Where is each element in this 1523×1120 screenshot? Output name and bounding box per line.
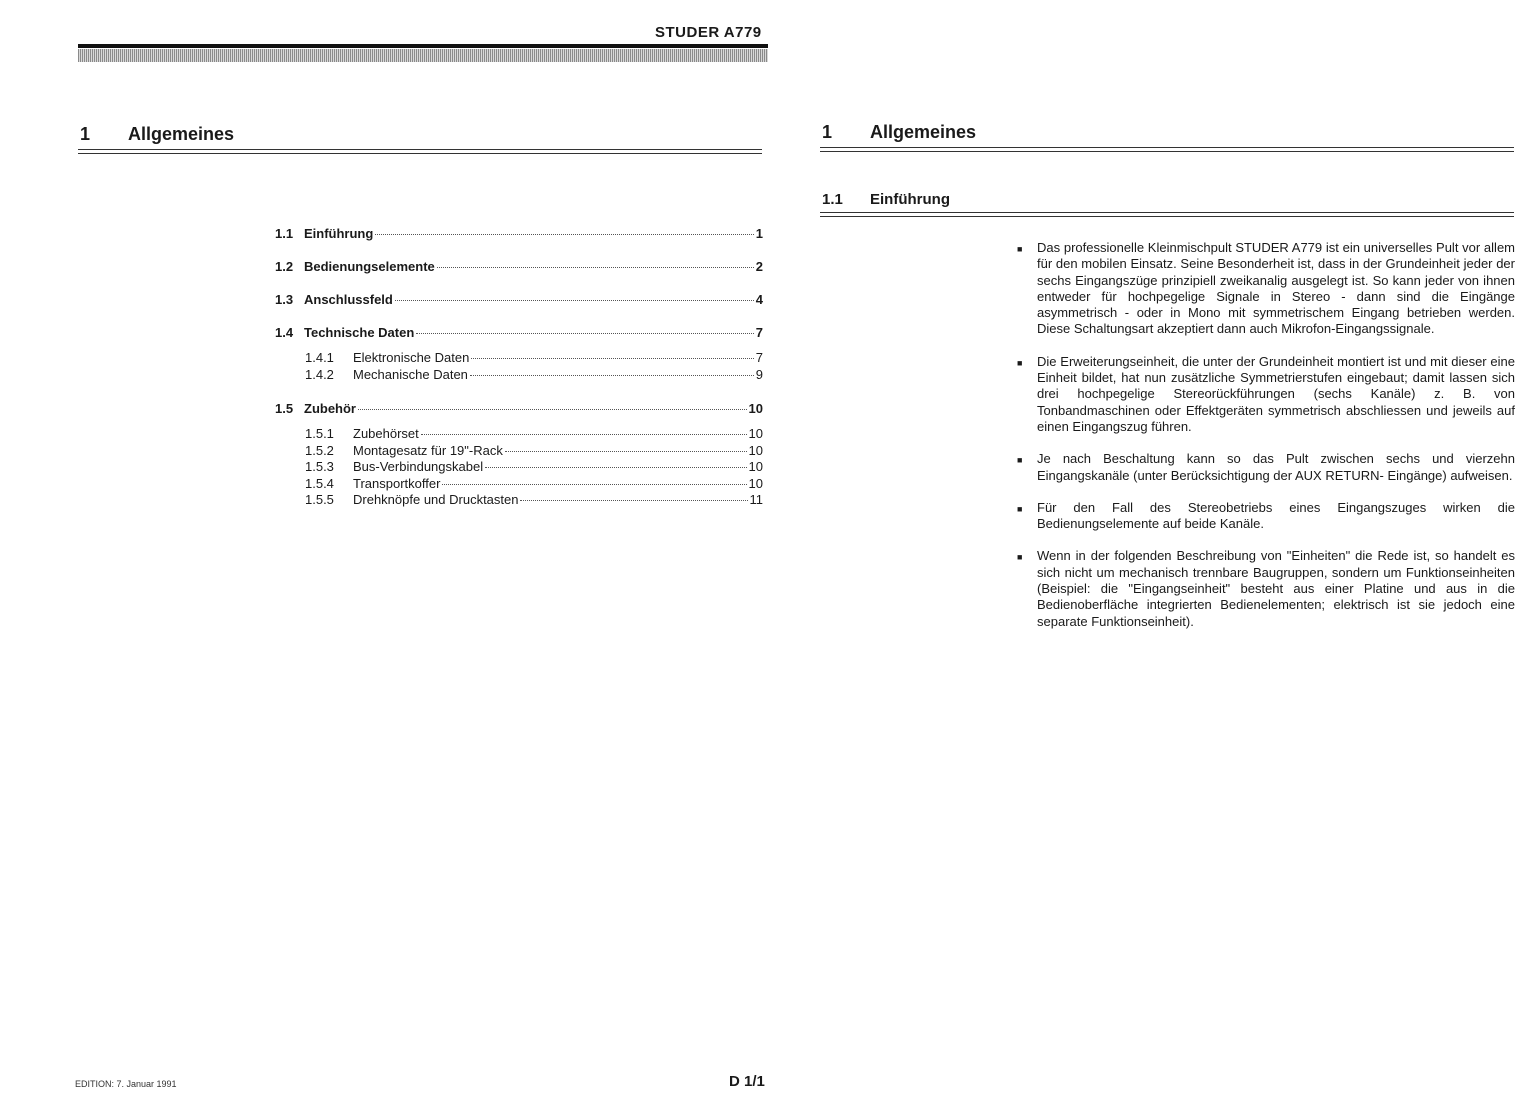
bullet-text: Wenn in der folgenden Beschreibung von "Einheiten" die Rede ist, so handelt es sich nicht um mechanisch trennbare Baugruppen, sondern um Funktionseinheiten (Beispiel: die "Eingangseinheit" besteht aus einer Platine und aus in die Bedienoberfläche integrierten Bedienelementen; elektrisch ist sie jedoch eine separate Funktionseinheit). xyxy=(1037,548,1515,629)
section-heading xyxy=(822,191,950,208)
section-title: Einführung xyxy=(870,191,950,208)
bullet-icon: ■ xyxy=(1017,455,1023,466)
toc-entry-1-5-3[interactable] xyxy=(305,459,763,476)
toc-entry-1-4-1[interactable] xyxy=(305,350,763,367)
toc-entry-1-2[interactable] xyxy=(275,259,763,274)
toc-label: Einführung xyxy=(304,226,374,241)
toc-leader xyxy=(375,234,753,235)
section-heading-rule xyxy=(820,212,1514,217)
toc-entry-1-4[interactable] xyxy=(275,325,763,340)
toc-label: Drehknöpfe und Drucktasten xyxy=(353,492,519,507)
toc-entry-1-5-5[interactable] xyxy=(305,492,763,509)
list-item xyxy=(1017,354,1515,435)
toc-label: Bedienungselemente xyxy=(304,259,435,274)
left-chapter-number: 1 xyxy=(80,124,91,144)
toc-page: 1 xyxy=(755,226,763,241)
right-chapter-title: Allgemeines xyxy=(870,122,977,142)
right-chapter-heading xyxy=(822,122,976,143)
edition-note: EDITION: 7. Januar 1991 xyxy=(75,1079,177,1089)
list-item xyxy=(1017,240,1515,338)
list-item xyxy=(1017,500,1515,533)
toc-page: 10 xyxy=(748,426,763,441)
bullet-text: Die Erweiterungseinheit, die unter der Grundeinheit montiert ist und mit dieser eine Einheit bildet, hat nun zusätzliche Symmetrierstufen eingebaut; damit lassen sich drei hochpegelige Stereorückführungen (sechs Kanäle) z. B. von Tonbandmaschinen oder Effektgeräten symmetrisch abschliessen und jeweils auf einen Eingangszug führen. xyxy=(1037,353,1515,434)
toc-page: 10 xyxy=(748,475,763,491)
bullet-text: Je nach Beschaltung kann so das Pult zwischen sechs und vierzehn Eingangskanäle (unter Berücksichtigung der AUX RETURN- Eingänge) aufweisen. xyxy=(1037,451,1515,483)
toc-leader xyxy=(471,358,753,359)
left-chapter-heading xyxy=(80,124,234,145)
toc-entry-1-3[interactable] xyxy=(275,292,763,307)
section-number: 1.1 xyxy=(822,191,843,208)
toc-label: Technische Daten xyxy=(304,325,415,340)
bullet-text: Für den Fall des Stereobetriebs eines Eingangszuges wirken die Bedienungselemente auf beide Kanäle. xyxy=(1037,499,1515,532)
toc-leader xyxy=(485,467,746,468)
list-item xyxy=(1017,548,1515,629)
bullet-icon: ■ xyxy=(1017,244,1023,254)
toc-number: 1.5.5 xyxy=(305,492,334,507)
toc-page: 10 xyxy=(748,459,763,474)
toc-page: 10 xyxy=(748,442,763,458)
bullet-icon: ■ xyxy=(1017,552,1023,563)
header-bar xyxy=(78,44,768,62)
toc-entry-1-5-1[interactable] xyxy=(305,426,763,443)
toc-leader xyxy=(358,409,747,410)
toc-number: 1.4 xyxy=(275,325,294,340)
toc-leader xyxy=(395,300,754,301)
toc-number: 1.5.3 xyxy=(305,459,334,474)
toc-number: 1.5 xyxy=(275,401,294,416)
list-item xyxy=(1017,451,1515,484)
toc-label: Elektronische Daten xyxy=(353,350,470,365)
toc-entry-1-4-2[interactable] xyxy=(305,367,763,384)
toc-number: 1.5.4 xyxy=(305,475,334,491)
bullet-icon: ■ xyxy=(1017,357,1023,368)
toc-label: Bus-Verbindungskabel xyxy=(353,459,484,474)
toc-label: Mechanische Daten xyxy=(353,366,468,382)
left-chapter-title: Allgemeines xyxy=(128,124,235,144)
intro-bullet-list xyxy=(1017,240,1515,646)
page-number: D 1/1 xyxy=(729,1073,765,1090)
toc-number: 1.5.1 xyxy=(305,426,334,441)
toc-label: Transportkoffer xyxy=(353,475,441,491)
toc-number: 1.2 xyxy=(275,259,294,274)
toc-number: 1.4.1 xyxy=(305,350,334,365)
toc-leader xyxy=(520,500,747,501)
toc-page: 7 xyxy=(755,350,763,365)
toc-leader xyxy=(470,375,754,376)
toc-page: 9 xyxy=(755,366,763,382)
toc-leader xyxy=(421,434,747,435)
toc-label: Anschlussfeld xyxy=(304,292,393,307)
toc-page: 4 xyxy=(755,292,763,307)
bullet-icon: ■ xyxy=(1017,503,1023,514)
bullet-text: Das professionelle Kleinmischpult STUDER A779 ist ein universelles Pult vor allem für den mobilen Einsatz. Seine Besonderheit ist, dass in der Grundeinheit jeder der sechs Eingangszüge prinzipiell zweikanalig ausgelegt ist. So kann jeder von ihnen entweder für hochpegelige Signale in Stereo - dann sind die Eingänge asymmetrisch - oder in Mono mit symmetrischem Eingang betrieben werden. Diese Schaltungsart akzeptiert dann auch Mikrofon-Eingangssignale. xyxy=(1037,240,1515,337)
toc-entry-1-5[interactable] xyxy=(275,401,763,416)
toc-leader xyxy=(416,333,753,334)
toc-leader xyxy=(442,484,746,485)
toc-entry-1-5-4[interactable] xyxy=(305,476,763,493)
toc-leader xyxy=(505,451,747,452)
toc-entry-1-5-2[interactable] xyxy=(305,443,763,460)
toc-number: 1.4.2 xyxy=(305,366,334,382)
toc-leader xyxy=(437,267,754,268)
toc-label: Montagesatz für 19"-Rack xyxy=(353,442,503,458)
brand-title: STUDER A779 xyxy=(655,24,762,41)
toc-page: 2 xyxy=(755,259,763,274)
table-of-contents xyxy=(275,226,763,509)
toc-label: Zubehör xyxy=(304,401,356,416)
toc-number: 1.3 xyxy=(275,292,294,307)
left-heading-rule xyxy=(78,149,762,154)
toc-entry-1-1[interactable] xyxy=(275,226,763,241)
toc-page: 10 xyxy=(748,401,763,416)
toc-number: 1.5.2 xyxy=(305,442,334,458)
right-heading-rule xyxy=(820,147,1514,152)
toc-page: 11 xyxy=(749,492,763,507)
toc-number: 1.1 xyxy=(275,226,294,241)
toc-page: 7 xyxy=(755,325,763,340)
toc-label: Zubehörset xyxy=(353,426,419,441)
right-chapter-number: 1 xyxy=(822,122,833,142)
